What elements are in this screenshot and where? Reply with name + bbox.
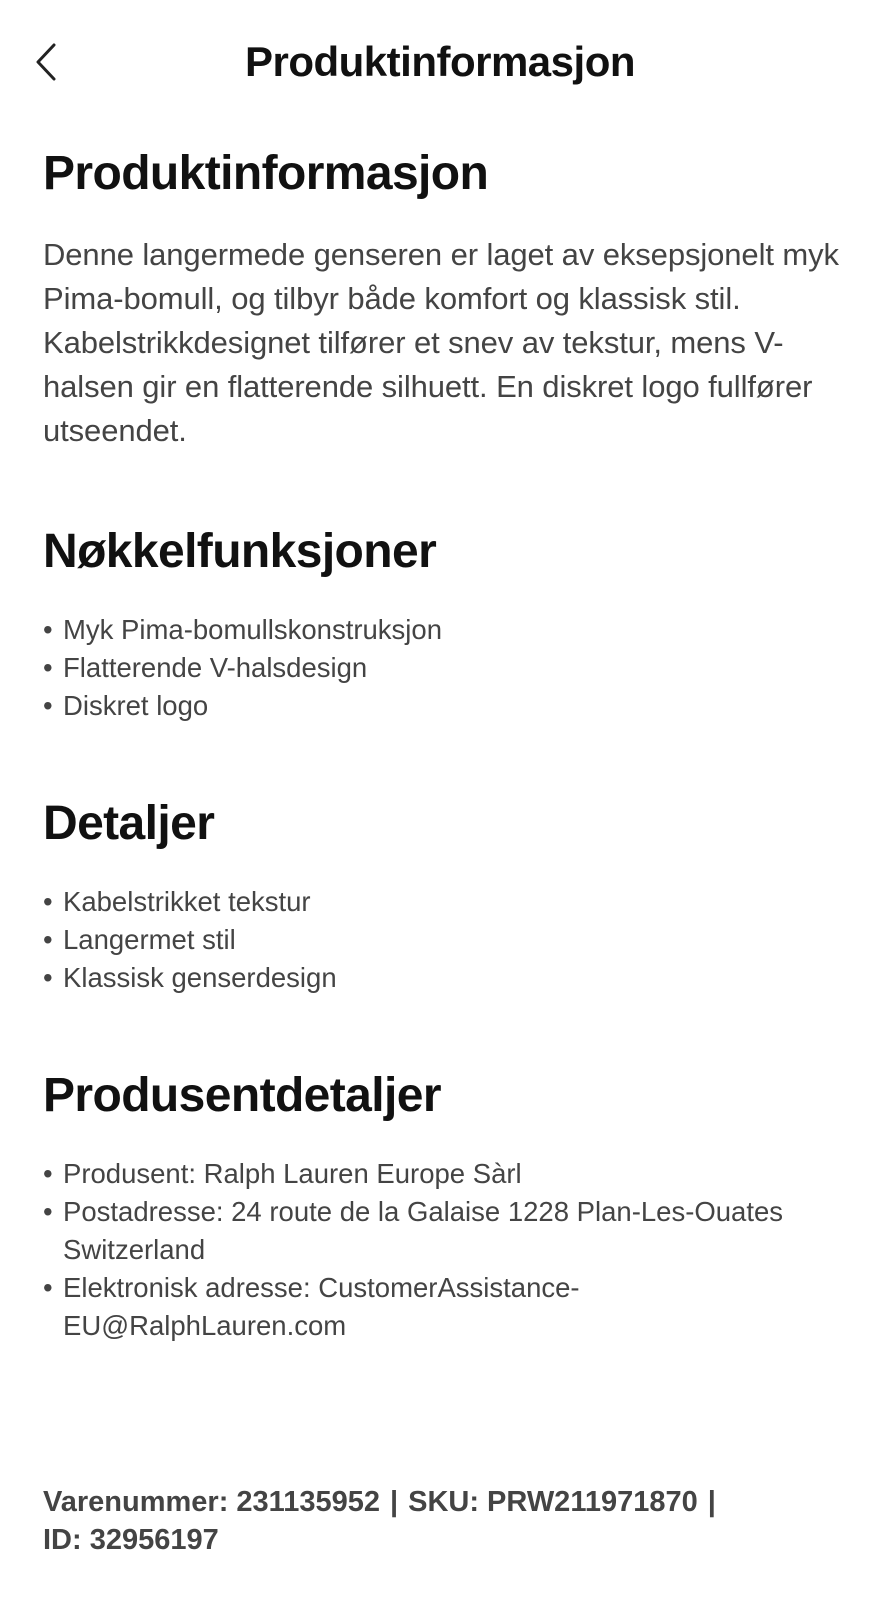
sku: SKU: PRW211971870 bbox=[408, 1486, 698, 1518]
section-details bbox=[43, 795, 843, 997]
details-list bbox=[43, 883, 843, 997]
list-item: • Diskret logo bbox=[43, 687, 843, 725]
list-item: • Postadresse: 24 route de la Galaise 1228 Plan-Les-Ouates Switzerland bbox=[43, 1193, 843, 1269]
list-item: • Klassisk genserdesign bbox=[43, 959, 843, 997]
product-info-content bbox=[43, 145, 843, 1345]
product-description: Denne langermede genseren er laget av eksepsjonelt myk Pima-bomull, og tilbyr både komfort og klassisk stil. Kabelstrikkdesignet tilfører et snev av tekstur, mens V-halsen gir en flatterende silhuett. En diskret logo fullfører utseendet. bbox=[43, 237, 839, 448]
section-heading-manufacturer: Produsentdetaljer bbox=[43, 1069, 441, 1122]
top-nav-bar bbox=[0, 0, 880, 130]
section-heading-details: Detaljer bbox=[43, 797, 215, 850]
item-number: Varenummer: 231135952 bbox=[43, 1486, 380, 1518]
list-item: • Kabelstrikket tekstur bbox=[43, 883, 843, 921]
section-heading-key-features: Nøkkelfunksjoner bbox=[43, 525, 437, 578]
product-id: ID: 32956197 bbox=[43, 1524, 219, 1556]
manufacturer-list bbox=[43, 1155, 843, 1345]
list-item: • Langermet stil bbox=[43, 921, 843, 959]
list-item: • Myk Pima-bomullskonstruksjon bbox=[43, 611, 843, 649]
key-features-list bbox=[43, 611, 843, 725]
list-item: • Elektronisk adresse: CustomerAssistance-EU@RalphLauren.com bbox=[43, 1269, 843, 1345]
separator: | bbox=[389, 1486, 399, 1518]
section-manufacturer bbox=[43, 1067, 843, 1345]
product-identifiers bbox=[43, 1483, 763, 1559]
section-heading-product-info: Produktinformasjon bbox=[43, 147, 489, 200]
list-item: • Flatterende V-halsdesign bbox=[43, 649, 843, 687]
section-product-info bbox=[43, 145, 843, 453]
list-item: • Produsent: Ralph Lauren Europe Sàrl bbox=[43, 1155, 843, 1193]
section-key-features bbox=[43, 523, 843, 725]
page-title: Produktinformasjon bbox=[244, 38, 636, 85]
separator: | bbox=[707, 1486, 716, 1518]
